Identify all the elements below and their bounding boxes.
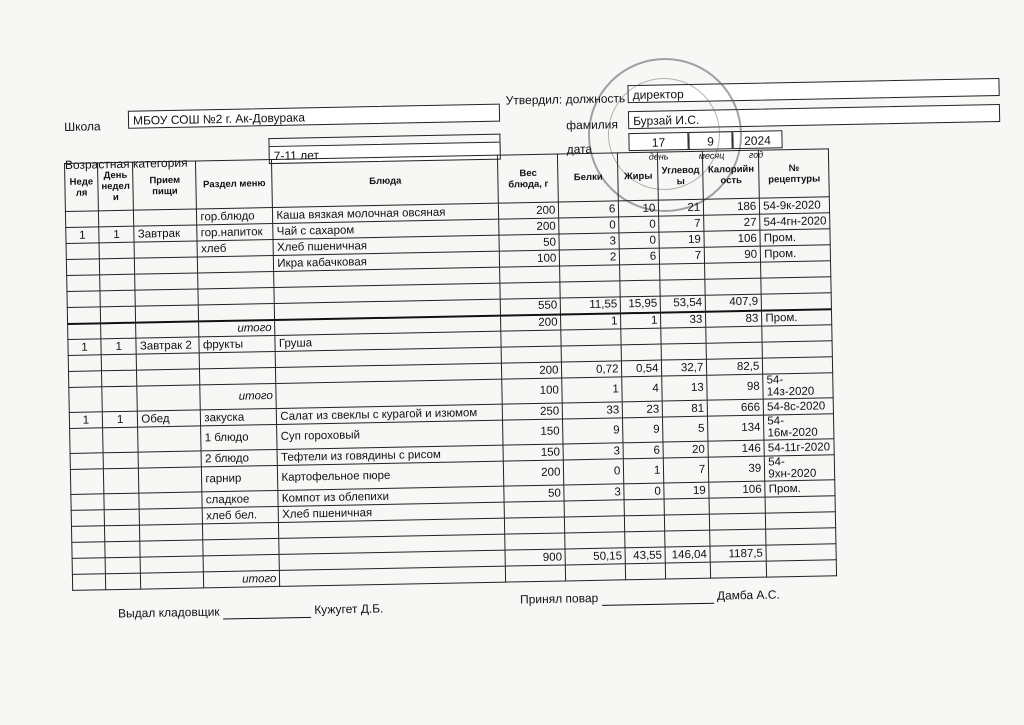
table-cell [710, 513, 766, 530]
table-cell: 3 [563, 443, 623, 460]
column-header: Раздел меню [196, 160, 273, 209]
table-cell [104, 525, 140, 542]
table-cell: 146,04 [665, 546, 710, 563]
table-cell: Груша [275, 331, 501, 351]
menu-table [64, 148, 837, 591]
table-cell [505, 517, 565, 534]
table-cell: 33 [661, 311, 706, 328]
table-cell [67, 275, 100, 292]
school-field: МБОУ СОШ №2 г. Ак-Довурака [128, 104, 500, 129]
table-cell: 4 [622, 376, 662, 402]
table-cell: 1187,5 [710, 545, 766, 562]
table-cell [765, 496, 835, 513]
table-cell [506, 565, 566, 582]
table-cell [135, 289, 198, 306]
table-cell [706, 342, 762, 359]
table-cell [101, 354, 137, 371]
table-cell [198, 255, 274, 272]
table-cell [501, 346, 561, 363]
table-cell [621, 328, 661, 345]
table-cell: Икра кабачковая [274, 251, 500, 271]
table-cell: 200 [499, 218, 559, 235]
table-cell [200, 351, 276, 368]
table-cell: 10 [619, 200, 659, 217]
issued-sign-line: ​ [223, 603, 311, 620]
table-cell [136, 321, 199, 338]
table-cell: 186 [704, 198, 760, 215]
table-cell [70, 453, 103, 470]
table-cell: 200 [501, 314, 561, 331]
table-cell [100, 306, 136, 323]
table-cell [139, 467, 202, 493]
table-cell: 2 блюдо [201, 449, 277, 466]
table-cell [762, 341, 832, 358]
table-cell: 7 [659, 215, 704, 232]
table-cell [665, 514, 710, 531]
table-cell [566, 564, 626, 581]
table-cell: 54-9хн-2020 [765, 455, 835, 481]
table-cell [661, 327, 706, 344]
approved-label: Утвердил: [505, 92, 563, 108]
table-cell [705, 278, 761, 295]
table-cell: 1 [69, 412, 102, 429]
table-cell: 43,55 [625, 547, 665, 564]
table-cell [105, 573, 141, 590]
table-cell: 7 [660, 247, 705, 264]
table-cell: 2 [560, 249, 620, 266]
table-cell [134, 241, 197, 258]
table-cell: 32,7 [662, 359, 707, 376]
table-cell: 54-16м-2020 [764, 414, 834, 440]
table-cell [500, 282, 560, 299]
table-cell: 54-8с-2020 [763, 398, 833, 415]
table-cell [104, 509, 140, 526]
day-caption: день [648, 151, 669, 162]
table-cell: 407,9 [705, 294, 761, 311]
table-cell: 7 [664, 457, 709, 483]
date-label: дата [566, 141, 593, 157]
table-cell: хлеб бел. [203, 506, 279, 523]
table-cell [505, 533, 565, 550]
table-cell: Завтрак 2 [136, 337, 199, 354]
table-cell [136, 305, 199, 322]
table-cell: итого [204, 570, 280, 587]
table-cell [710, 529, 766, 546]
table-cell: 1 [562, 377, 622, 403]
table-cell: 21 [659, 199, 704, 216]
column-header: Белки [558, 153, 619, 202]
table-cell [761, 277, 831, 294]
table-cell: 53,54 [661, 295, 706, 312]
table-cell [141, 572, 204, 589]
table-cell: 0 [559, 217, 619, 234]
table-cell [65, 211, 98, 228]
table-cell [620, 264, 660, 281]
table-cell: Тефтели из говядины с рисом [277, 445, 503, 465]
issued-name: Кужугет Д.Б. [314, 601, 384, 617]
table-cell [660, 279, 705, 296]
table-cell [70, 428, 103, 454]
table-cell [500, 266, 560, 283]
table-cell [561, 345, 621, 362]
table-cell: 900 [505, 549, 565, 566]
table-cell: 19 [659, 231, 704, 248]
table-cell: 90 [705, 246, 761, 263]
table-cell [72, 574, 105, 591]
table-cell [625, 515, 665, 532]
column-header: Жиры [618, 152, 659, 201]
table-cell: 81 [663, 400, 708, 417]
table-cell [105, 541, 141, 558]
table-cell [101, 370, 137, 387]
table-cell [763, 357, 833, 374]
table-cell [104, 493, 140, 510]
table-cell: 11,55 [561, 297, 621, 314]
table-cell [103, 427, 139, 453]
age-label: Возрастная категория [64, 155, 188, 172]
date-day: 17 [628, 132, 688, 151]
table-cell: Чай с сахаром [273, 219, 499, 239]
table-cell [105, 557, 141, 574]
table-cell: сладкое [202, 490, 278, 507]
table-cell [761, 261, 831, 278]
table-cell: 106 [704, 230, 760, 247]
table-cell [625, 531, 665, 548]
table-cell: Пром. [760, 245, 830, 262]
table-cell: гарнир [202, 465, 278, 491]
table-cell: 50 [499, 234, 559, 251]
table-cell [560, 265, 620, 282]
table-cell: 550 [501, 298, 561, 315]
table-cell: 33 [563, 402, 623, 419]
table-cell [100, 290, 136, 307]
column-header: Калорийн ость [703, 150, 760, 199]
table-cell [203, 522, 279, 539]
table-cell: 134 [708, 415, 764, 441]
table-cell: итого [200, 383, 276, 409]
column-header: Вес блюда, г [498, 154, 559, 203]
table-cell [99, 258, 135, 275]
table-cell: 1 [561, 313, 621, 330]
table-cell [137, 385, 200, 411]
table-cell: 150 [503, 444, 563, 461]
received-name: Дамба А.С. [716, 587, 780, 603]
table-cell: 6 [620, 248, 660, 265]
month-caption: месяц [698, 150, 725, 161]
table-cell [766, 528, 836, 545]
table-cell: Пром. [762, 309, 832, 326]
table-cell [66, 259, 99, 276]
table-cell [68, 323, 101, 340]
table-cell [67, 307, 100, 324]
table-cell [203, 554, 279, 571]
table-cell: 98 [707, 374, 763, 400]
table-cell: 100 [500, 250, 560, 267]
table-cell [198, 271, 274, 288]
column-header: Прием пищи [133, 161, 197, 210]
table-cell [766, 512, 836, 529]
table-cell: 0,54 [622, 360, 662, 377]
column-header: Блюда [272, 155, 499, 207]
table-cell: Хлеб пшеничная [273, 235, 499, 255]
table-cell [200, 367, 276, 384]
issued-label: Выдал кладовщик [117, 604, 220, 621]
table-cell: 9 [623, 417, 663, 443]
table-cell [66, 243, 99, 260]
table-cell: 15,95 [621, 296, 661, 313]
table-cell: 0 [564, 459, 624, 485]
table-cell [71, 510, 104, 527]
table-cell: 1 [99, 226, 135, 243]
table-cell: 3 [559, 233, 619, 250]
table-cell [624, 499, 664, 516]
table-cell: 1 [621, 312, 661, 329]
table-cell [68, 355, 101, 372]
table-cell [100, 274, 136, 291]
table-cell [98, 210, 134, 227]
table-cell: 54-14з-2020 [763, 373, 833, 399]
table-cell [138, 451, 201, 468]
table-cell: 54-4гн-2020 [760, 213, 830, 230]
table-cell: Завтрак [134, 225, 197, 242]
table-cell [621, 344, 661, 361]
table-cell [135, 273, 198, 290]
table-cell [99, 242, 135, 259]
table-cell: гор.напиток [197, 223, 273, 240]
table-cell: 1 [101, 338, 137, 355]
table-cell: 27 [704, 214, 760, 231]
column-header: № рецептуры [759, 149, 830, 198]
table-cell [137, 369, 200, 386]
table-cell [203, 538, 279, 555]
table-cell [501, 330, 561, 347]
table-cell [135, 257, 198, 274]
table-cell [767, 560, 837, 577]
table-cell: 19 [664, 482, 709, 499]
table-cell [69, 387, 102, 413]
table-cell: 3 [564, 484, 624, 501]
table-cell: 5 [663, 416, 708, 442]
position-field: директор [627, 78, 999, 103]
table-cell: 0,72 [562, 361, 622, 378]
table-cell [140, 556, 203, 573]
table-cell: Компот из облепихи [278, 486, 504, 506]
table-cell: 1 [624, 458, 664, 484]
table-cell [709, 497, 765, 514]
table-cell [564, 500, 624, 517]
table-cell [140, 524, 203, 541]
table-cell: 200 [502, 362, 562, 379]
received-sign-line: ​ [601, 589, 713, 606]
column-header: День недел и [98, 162, 134, 211]
table-cell: 250 [503, 403, 563, 420]
table-cell: 150 [503, 419, 563, 445]
column-header: Неде ля [65, 163, 99, 212]
table-cell [766, 544, 836, 561]
table-cell: 200 [504, 460, 564, 486]
school-label: Школа [64, 119, 101, 134]
table-cell [140, 508, 203, 525]
table-cell [67, 291, 100, 308]
table-cell [103, 468, 139, 494]
table-cell: 13 [662, 375, 707, 401]
table-cell: 50,15 [565, 548, 625, 565]
table-cell [620, 280, 660, 297]
table-cell: хлеб [197, 239, 273, 256]
table-cell: 100 [502, 378, 562, 404]
date-month: 9 [688, 131, 732, 150]
table-cell: итого [199, 319, 275, 336]
table-cell: Салат из свеклы с курагой и изюмом [277, 404, 503, 424]
table-cell: Пром. [765, 480, 835, 497]
table-cell: закуска [201, 408, 277, 425]
table-cell [565, 532, 625, 549]
table-cell: 83 [706, 310, 762, 327]
column-header: Углевод ы [658, 151, 704, 200]
table-cell [706, 326, 762, 343]
table-cell [565, 516, 625, 533]
table-cell: 54-11г-2020 [764, 439, 834, 456]
table-cell [666, 562, 711, 579]
table-cell [661, 343, 706, 360]
table-cell: 0 [619, 232, 659, 249]
table-cell [560, 281, 620, 298]
received-label: Принял повар [519, 590, 599, 607]
table-cell [761, 293, 831, 310]
table-cell: 146 [708, 440, 764, 457]
table-cell [140, 540, 203, 557]
table-cell [101, 322, 137, 339]
table-cell [626, 563, 666, 580]
table-cell [504, 501, 564, 518]
table-cell: 39 [709, 456, 765, 482]
table-cell [137, 353, 200, 370]
table-cell [199, 303, 275, 320]
table-cell [103, 452, 139, 469]
table-cell [711, 561, 767, 578]
table-cell [134, 209, 197, 226]
table-cell: 1 [68, 339, 101, 356]
age-field: 7-11 лет [269, 142, 501, 164]
position-label: должность [565, 91, 626, 107]
table-cell [561, 329, 621, 346]
table-cell: 6 [623, 442, 663, 459]
table-cell: 1 блюдо [201, 424, 277, 450]
table-cell [71, 526, 104, 543]
table-cell [139, 492, 202, 509]
table-cell: 0 [619, 216, 659, 233]
table-cell [198, 287, 274, 304]
table-cell [71, 494, 104, 511]
table-cell [72, 558, 105, 575]
surname-label: фамилия [566, 117, 619, 133]
table-cell: 54-9к-2020 [760, 197, 830, 214]
table-cell [72, 542, 105, 559]
table-cell: Обед [138, 410, 201, 427]
table-cell: Суп гороховый [277, 420, 503, 449]
table-cell: 106 [709, 481, 765, 498]
table-cell: 1 [66, 227, 99, 244]
table-cell: 0 [624, 483, 664, 500]
table-cell [762, 325, 832, 342]
table-cell: 50 [504, 485, 564, 502]
date-year: 2024 [732, 130, 782, 149]
table-cell [70, 469, 103, 495]
table-cell: 23 [623, 401, 663, 418]
surname-field: Бурзай И.С. [628, 104, 1000, 129]
table-cell [665, 530, 710, 547]
table-cell [69, 371, 102, 388]
table-cell: 20 [663, 441, 708, 458]
table-cell: 9 [563, 418, 623, 444]
table-cell [664, 498, 709, 515]
table-cell: 6 [559, 201, 619, 218]
table-cell: Картофельное пюре [278, 461, 504, 490]
table-cell: 1 [102, 411, 138, 428]
table-cell: 82,5 [707, 358, 763, 375]
table-cell: гор.блюдо [197, 208, 273, 225]
table-cell: 200 [499, 202, 559, 219]
table-cell [705, 262, 761, 279]
table-cell: Хлеб пшеничная [279, 502, 505, 522]
table-cell: фрукты [199, 335, 275, 352]
table-cell [138, 426, 201, 452]
table-cell [102, 386, 138, 412]
table-cell: 666 [707, 399, 763, 416]
year-caption: год [748, 149, 764, 160]
table-cell [660, 263, 705, 280]
table-cell: Пром. [760, 229, 830, 246]
table-cell: Каша вязкая молочная овсяная [273, 203, 499, 223]
